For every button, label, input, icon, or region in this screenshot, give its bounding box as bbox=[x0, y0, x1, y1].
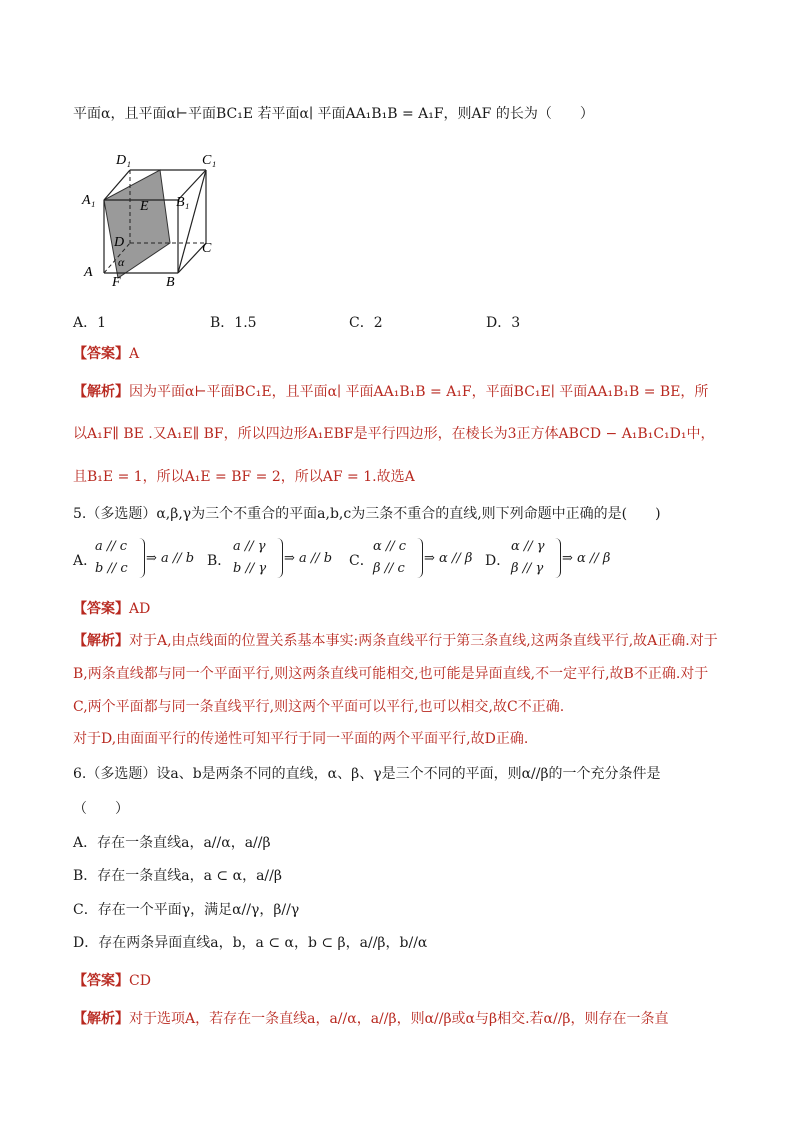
label-c: C bbox=[202, 241, 212, 256]
q5-stem: 5.（多选题）α,β,γ为三个不重合的平面a,b,c为三条不重合的直线,则下列命题中正确的是( ) bbox=[73, 506, 661, 522]
answer-value: A bbox=[129, 346, 140, 362]
q5-option-c-top: α // c bbox=[373, 539, 407, 554]
label-a: A bbox=[84, 265, 93, 280]
q4-analysis-line-1 bbox=[73, 382, 754, 402]
q4-analysis-line-3: 且B₁E = 1，所以A₁E = BF = 2，所以AF = 1.故选A bbox=[73, 469, 415, 485]
answer-tag: 【答案】 bbox=[73, 346, 129, 362]
answer-tag: 【答案】 bbox=[73, 601, 129, 617]
q5-option-c-brace bbox=[417, 538, 423, 578]
q5-option-d-brace bbox=[555, 538, 561, 578]
q5-analysis-line-1 bbox=[73, 631, 754, 651]
cube-figure bbox=[78, 148, 228, 288]
q5-option-a-top: a // c bbox=[95, 539, 128, 554]
analysis-tag: 【解析】 bbox=[73, 633, 129, 649]
q5-option-a-label: A． bbox=[73, 553, 98, 569]
q5-option-b-result: ⇒ a // b bbox=[284, 551, 333, 566]
analysis-text: 对于选项A，若存在一条直线a，a//α，a//β，则α//β或α与β相交.若α//β，则存在一条直 bbox=[129, 1011, 669, 1027]
label-d1: D₁ bbox=[116, 153, 131, 168]
q4-option-b: B．1.5 bbox=[210, 315, 257, 331]
q4-option-c: C．2 bbox=[349, 315, 383, 331]
q5-analysis-line-4: 对于D,由面面平行的传递性可知平行于同一平面的两个平面平行,故D正确. bbox=[73, 731, 529, 747]
q6-option-a: A．存在一条直线a，a//α，a//β bbox=[73, 835, 271, 851]
q4-option-a: A．1 bbox=[73, 315, 107, 331]
q5-option-d-label: D． bbox=[485, 553, 511, 569]
label-d: D bbox=[114, 235, 125, 250]
label-alpha: α bbox=[118, 255, 125, 269]
intro-text: 平面α，且平面α⊢平面BC₁E 若平面α∣ 平面AA₁B₁B = A₁F，则AF 的长为（ ） bbox=[73, 106, 594, 122]
q5-option-d-top: α // γ bbox=[511, 539, 545, 554]
q5-option-b-top: a // γ bbox=[233, 539, 266, 554]
answer-value: CD bbox=[129, 973, 151, 989]
analysis-tag: 【解析】 bbox=[73, 1011, 129, 1027]
q6-analysis-line-1 bbox=[73, 1009, 754, 1029]
q4-answer bbox=[73, 344, 754, 364]
cube-diagram bbox=[78, 148, 228, 288]
analysis-text: 对于A,由点线面的位置关系基本事实:两条直线平行于第三条直线,这两条直线平行,故A正确.对于 bbox=[129, 633, 718, 649]
q5-option-a-bottom: b // c bbox=[95, 561, 128, 576]
q5-option-d-bottom: β // γ bbox=[511, 561, 544, 576]
answer-value: AD bbox=[129, 601, 151, 617]
q5-option-b-label: B． bbox=[207, 553, 232, 569]
q5-analysis-line-3: C,两个平面都与同一条直线平行,则这两个平面可以平行,也可以相交,故C不正确. bbox=[73, 699, 565, 715]
q4-analysis-line-2: 以A₁F∥ BE .又A₁E∥ BF，所以四边形A₁EBF是平行四边形，在棱长为3正方体ABCD − A₁B₁C₁D₁中， bbox=[73, 426, 715, 442]
label-e: E bbox=[140, 199, 149, 214]
q6-paren: （ ） bbox=[73, 801, 129, 817]
analysis-text: 因为平面α⊢平面BC₁E，且平面α∣ 平面AA₁B₁B = A₁F，平面BC₁E∣ 平面AA₁B₁B = BE，所 bbox=[129, 384, 709, 400]
label-a1: A₁ bbox=[82, 193, 96, 208]
label-f: F bbox=[112, 275, 121, 288]
q6-option-d: D．存在两条异面直线a，b，a ⊂ α，b ⊂ β，a//β，b//α bbox=[73, 935, 428, 951]
q5-option-b-bottom: b // γ bbox=[233, 561, 267, 576]
analysis-tag: 【解析】 bbox=[73, 384, 129, 400]
q6-option-c: C．存在一个平面γ，满足α//γ，β//γ bbox=[73, 902, 300, 918]
answer-tag: 【答案】 bbox=[73, 973, 129, 989]
q5-option-d-result: ⇒ α // β bbox=[562, 551, 611, 566]
q5-option-c-label: C． bbox=[349, 553, 374, 569]
q6-option-b: B．存在一条直线a，a ⊂ α，a//β bbox=[73, 868, 282, 884]
q5-options bbox=[73, 536, 753, 582]
q5-analysis-line-2: B,两条直线都与同一个平面平行,则这两条直线可能相交,也可能是异面直线,不一定平行,故B不正确.对于 bbox=[73, 666, 709, 682]
q4-options bbox=[73, 313, 753, 333]
q5-answer bbox=[73, 599, 754, 619]
label-c1: C₁ bbox=[202, 153, 217, 168]
q6-stem: 6.（多选题）设a、b是两条不同的直线，α、β、γ是三个不同的平面，则α//β的一个充分条件是 bbox=[73, 766, 661, 782]
q5-option-c-result: ⇒ α // β bbox=[424, 551, 473, 566]
label-b: B bbox=[166, 275, 175, 288]
q5-option-a-result: ⇒ a // b bbox=[146, 551, 195, 566]
q5-option-a-brace bbox=[139, 538, 145, 578]
q5-option-c-bottom: β // c bbox=[373, 561, 405, 576]
q5-option-b-brace bbox=[277, 538, 283, 578]
q4-option-d: D．3 bbox=[486, 315, 521, 331]
label-b1: B₁ bbox=[176, 195, 190, 210]
q6-answer bbox=[73, 971, 754, 991]
